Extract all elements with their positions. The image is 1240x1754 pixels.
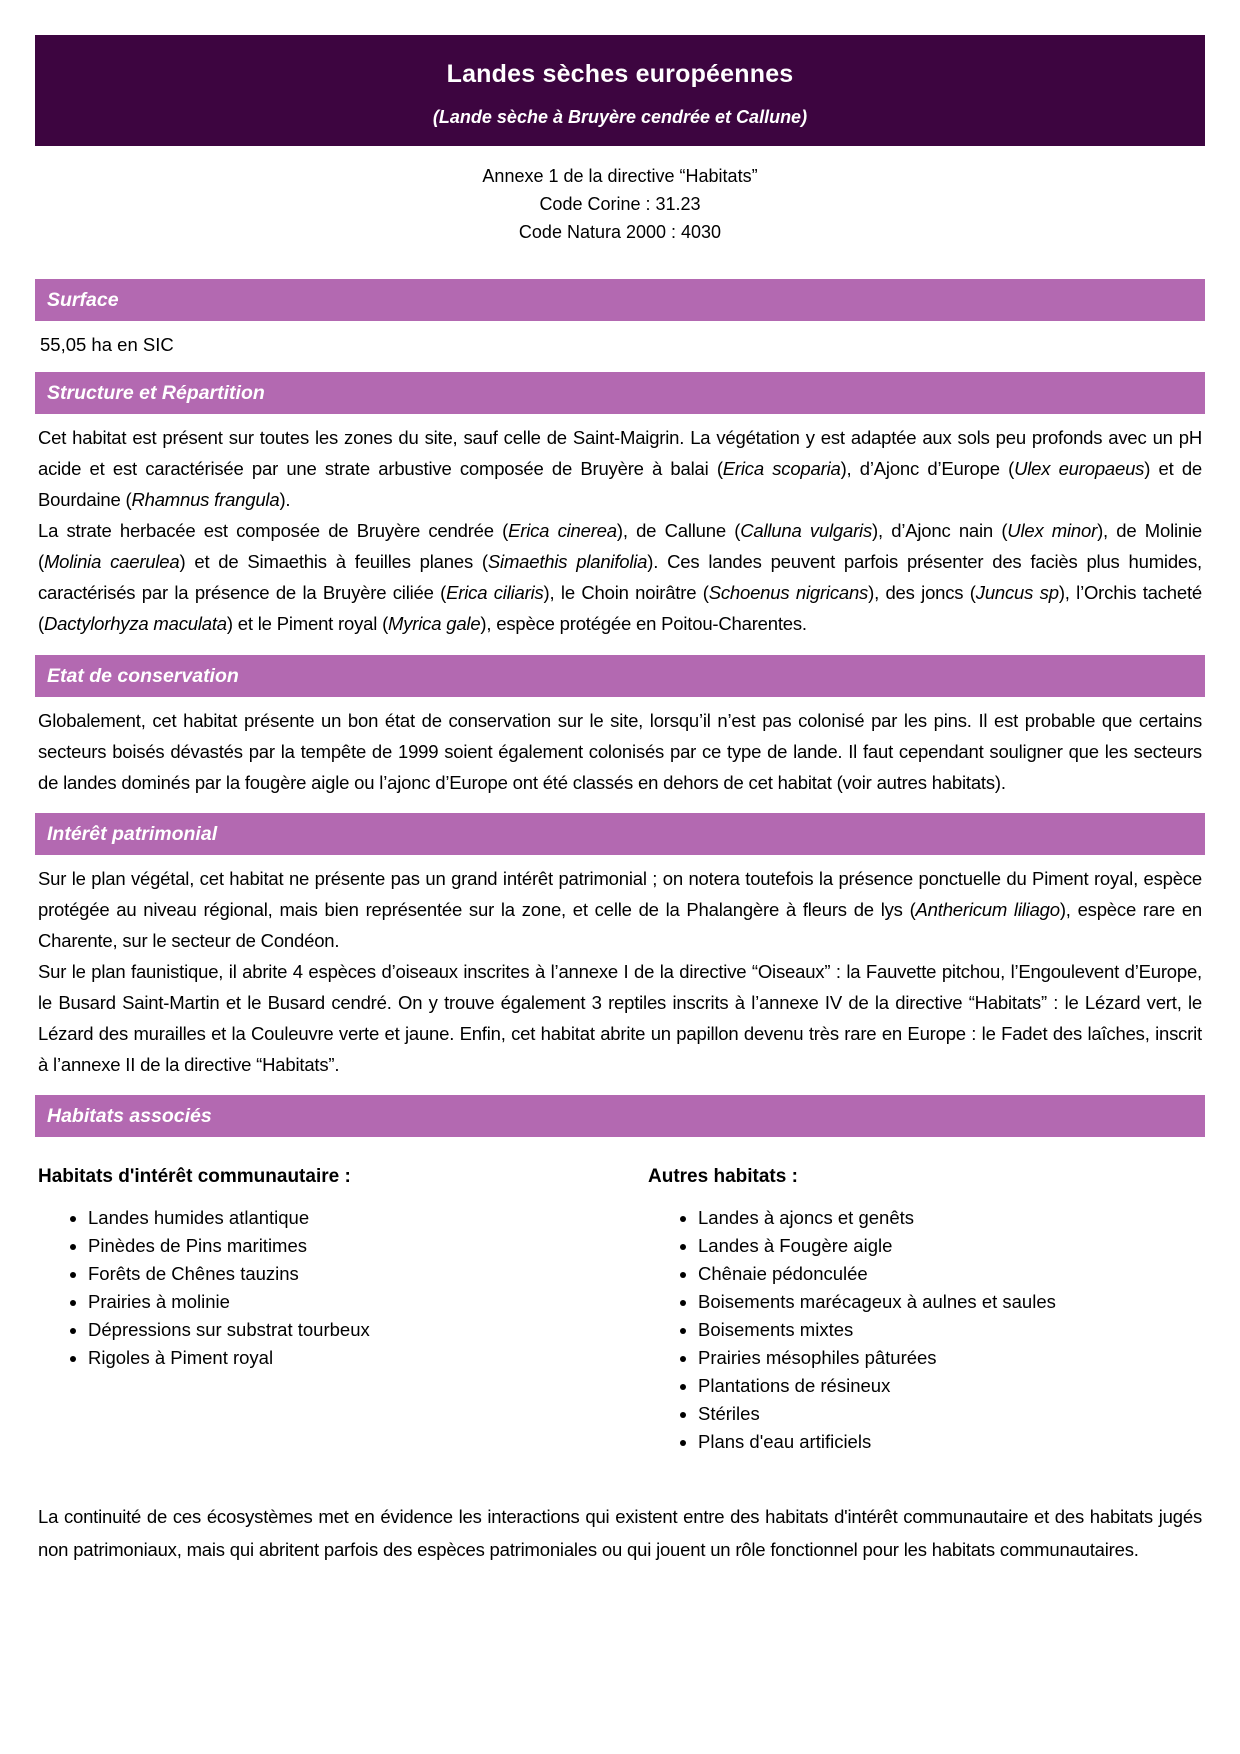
associated-habitats-columns [35,1165,1205,1456]
conservation-paragraph: Globalement, cet habitat présente un bon état de conservation sur le site, lorsqu’il n’est pas colonisé par les pins. Il est probable que certains secteurs boisés dévastés par la tempête de 1999 soient également colonisés par ce type de lande. Il faut cependant souligner que les secteurs de landes dominés par la fougère aigle ou l’ajonc d’Europe ont été classés en dehors de cet habitat (voir autres habitats). [38,710,1202,793]
other-habitats-list [648,1204,1202,1456]
list-item: • Dépressions sur substrat tourbeux [88,1316,603,1344]
list-item: • Pinèdes de Pins maritimes [88,1232,603,1260]
section-header-conservation: Etat de conservation [35,655,1205,697]
annexe-info-line: Code Natura 2000 : 4030 [518,222,722,242]
list-item: • Prairies mésophiles pâturées [698,1344,1202,1372]
patrimonial-paragraph-2: Sur le plan faunistique, il abrite 4 espèces d’oiseaux inscrites à l’annexe I de la directive “Oiseaux” : la Fauvette pitchou, l’Engoulevent d’Europe, le Busard Saint-Martin et le Busard cendré. On y trouve également 3 reptiles inscrits à l’annexe IV de la directive “Habitats” : le Lézard vert, le Lézard des murailles et la Couleuvre verte et jaune. Enfin, cet habitat abrite un papillon devenu très rare en Europe : le Fadet des laîches, inscrit à l’annexe II de la directive “Habitats”. [38,961,1202,1075]
structure-paragraph-2: La strate herbacée est composée de Bruyère cendrée (Erica cinerea), de Callune (Calluna vulgaris), d’Ajonc nain (Ulex minor), de Molinie (Molinia caerulea) et de Simaethis à feuilles planes (Simaethis planifolia). Ces landes peuvent parfois présenter des faciès plus humides, caractérisés par la présence de la Bruyère ciliée (Erica ciliaris), le Choin noirâtre (Schoenus nigricans), des joncs (Juncus sp), l’Orchis tacheté (Dactylorhyza maculata) et le Piment royal (Myrica gale), espèce protégée en Poitou-Charentes. [38,520,1202,634]
section-header-structure: Structure et Répartition [35,372,1205,414]
section-header-surface: Surface [35,279,1205,321]
list-item: • Boisements marécageux à aulnes et saules [698,1288,1202,1316]
list-item: • Forêts de Chênes tauzins [88,1260,603,1288]
list-item: • Landes humides atlantique [88,1204,603,1232]
other-habitats-title: Autres habitats : [648,1166,798,1187]
list-item: • Landes à ajoncs et genêts [698,1204,1202,1232]
community-habitats-column [38,1165,603,1456]
list-item: • Plans d'eau artificiels [698,1428,1202,1456]
annexe-info-block [35,162,1205,246]
list-item: • Stériles [698,1400,1202,1428]
surface-value: 55,05 ha en SIC [40,334,174,355]
community-habitats-title: Habitats d'intérêt communautaire : [38,1166,351,1187]
list-item: • Plantations de résineux [698,1372,1202,1400]
community-habitats-list [38,1204,603,1372]
list-item: • Prairies à molinie [88,1288,603,1316]
header-banner [35,35,1205,146]
list-item: • Boisements mixtes [698,1316,1202,1344]
list-item: • Landes à Fougère aigle [698,1232,1202,1260]
section-header-associes: Habitats associés [35,1095,1205,1137]
annexe-info-line: Annexe 1 de la directive “Habitats” [482,166,758,186]
structure-paragraph-1: Cet habitat est présent sur toutes les zones du site, sauf celle de Saint-Maigrin. La végétation y est adaptée aux sols peu profonds avec un pH acide et est caractérisée par une strate arbustive composée de Bruyère à balai (Erica scoparia), d’Ajonc d’Europe (Ulex europaeus) et de Bourdaine (Rhamnus frangula). [38,427,1203,510]
section-header-patrimonial: Intérêt patrimonial [35,813,1205,855]
list-item: • Rigoles à Piment royal [88,1344,603,1372]
page-title: Landes sèches européennes [446,60,794,88]
other-habitats-column [603,1165,1202,1456]
annexe-info-line: Code Corine : 31.23 [539,194,701,214]
list-item: • Chênaie pédonculée [698,1260,1202,1288]
page-subtitle: (Lande sèche à Bruyère cendrée et Callune) [432,107,808,127]
closing-paragraph: La continuité de ces écosystèmes met en évidence les interactions qui existent entre des habitats d'intérêt communautaire et des habitats jugés non patrimoniaux, mais qui abritent parfois des espèces patrimoniales ou qui jouent un rôle fonctionnel pour les habitats communautaires. [38,1506,1202,1560]
patrimonial-paragraph-1: Sur le plan végétal, cet habitat ne présente pas un grand intérêt patrimonial ; on notera toutefois la présence ponctuelle du Piment royal, espèce protégée au niveau régional, mais bien représentée sur la zone, et celle de la Phalangère à fleurs de lys (Anthericum liliago), espèce rare en Charente, sur le secteur de Condéon. [38,868,1202,951]
